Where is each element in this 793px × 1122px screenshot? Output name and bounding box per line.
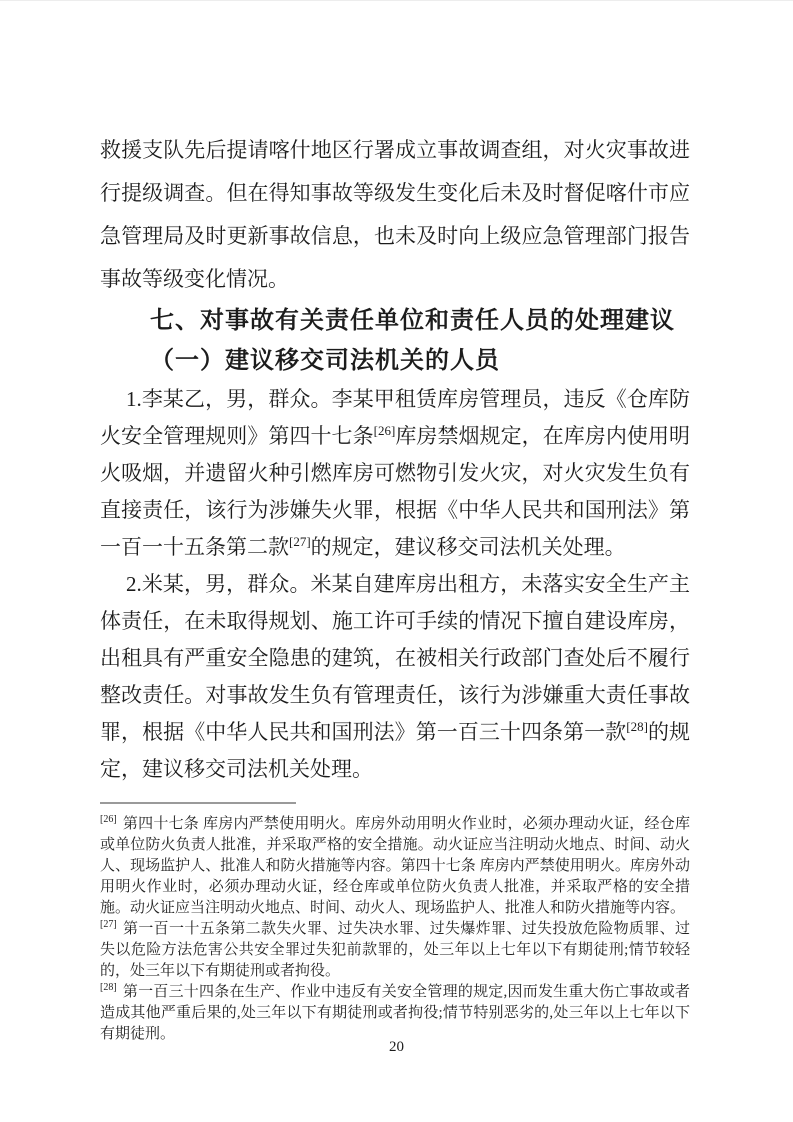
numbered-paragraph-2 bbox=[100, 566, 690, 788]
footnote-26-marker: [26] bbox=[100, 814, 117, 825]
subsection-heading: （一）建议移交司法机关的人员 bbox=[150, 348, 500, 374]
section-heading: 七、对事故有关责任单位和责任人员的处理建议 bbox=[150, 307, 675, 334]
paragraph-1-text: 的规定，建议移交司法机关处理。 bbox=[310, 535, 626, 559]
footnote-28 bbox=[100, 982, 690, 1045]
footnote-28-marker: [28] bbox=[100, 982, 117, 993]
footnote-27-marker: [27] bbox=[100, 919, 117, 930]
continuation-paragraph: 救援支队先后提请喀什地区行署成立事故调查组，对火灾事故进行提级调查。但在得知事故等级发生变化后未及时督促喀什市应急管理局及时更新事故信息，也未及时向上级应急管理部门报告事故等级变化情况。 bbox=[100, 138, 690, 291]
footnote-reference-28: [28] bbox=[626, 719, 648, 734]
footnote-26 bbox=[100, 814, 690, 919]
numbered-paragraph-1 bbox=[100, 381, 690, 566]
paragraph-2-text: 2.米某，男，群众。米某自建库房出租方，未落实安全生产主体责任，在未取得规划、施工许可手续的情况下擅自建设库房，出租具有严重安全隐患的建筑，在被相关行政部门查处后不履行整改责任。对事故发生负有管理责任，该行为涉嫌重大责任事故罪，根据《中华人民共和国刑法》第一百三十四条第一款 bbox=[100, 572, 690, 744]
footnote-27 bbox=[100, 919, 690, 982]
footnote-26-text: 第四十七条 库房内严禁使用明火。库房外动用明火作业时，必须办理动火证，经仓库或单位防火负责人批准，并采取严格的安全措施。动火证应当注明动火地点、时间、动火人、现场监护人、批准人和防火措施等内容。第四十七条 库房内严禁使用明火。库房外动用明火作业时，必须办理动火证，经仓库或单位防火负责人批准，并采取严格的安全措施。动火证应当注明动火地点、时间、动火人、现场监护人、批准人和防火措施等内容。 bbox=[100, 816, 690, 916]
page-number: 20 bbox=[389, 1039, 404, 1055]
footnote-reference-27: [27] bbox=[289, 534, 311, 549]
paragraph-1-text: 库房禁烟规定，在库房内使用明火吸烟，并遗留火种引燃库房可燃物引发火灾，对火灾发生负有直接责任，该行为涉嫌失火罪，根据《中华人民共和国刑法》第一百一十五条第二款 bbox=[100, 424, 690, 559]
footnotes-section bbox=[100, 814, 690, 1045]
footnote-27-text: 第一百一十五条第二款失火罪、过失决水罪、过失爆炸罪、过失投放危险物质罪、过失以危险方法危害公共安全罪过失犯前款罪的，处三年以上七年以下有期徒刑;情节较轻的，处三年以下有期徒刑或者拘役。 bbox=[100, 921, 690, 979]
footnote-28-text: 第一百三十四条在生产、作业中违反有关安全管理的规定,因而发生重大伤亡事故或者造成其他严重后果的,处三年以下有期徒刑或者拘役;情节特别恶劣的,处三年以上七年以下有期徒刑。 bbox=[100, 984, 690, 1042]
footnote-separator-line bbox=[100, 802, 296, 804]
paragraph-1-text: 1.李某乙，男，群众。李某甲租赁库房管理员，违反《仓库防火安全管理规则》第四十七条 bbox=[100, 387, 690, 448]
paragraph-2-text: 的规定，建议移交司法机关处理。 bbox=[100, 720, 691, 781]
page-content bbox=[100, 129, 690, 1045]
footnote-reference-26: [26] bbox=[373, 423, 396, 438]
